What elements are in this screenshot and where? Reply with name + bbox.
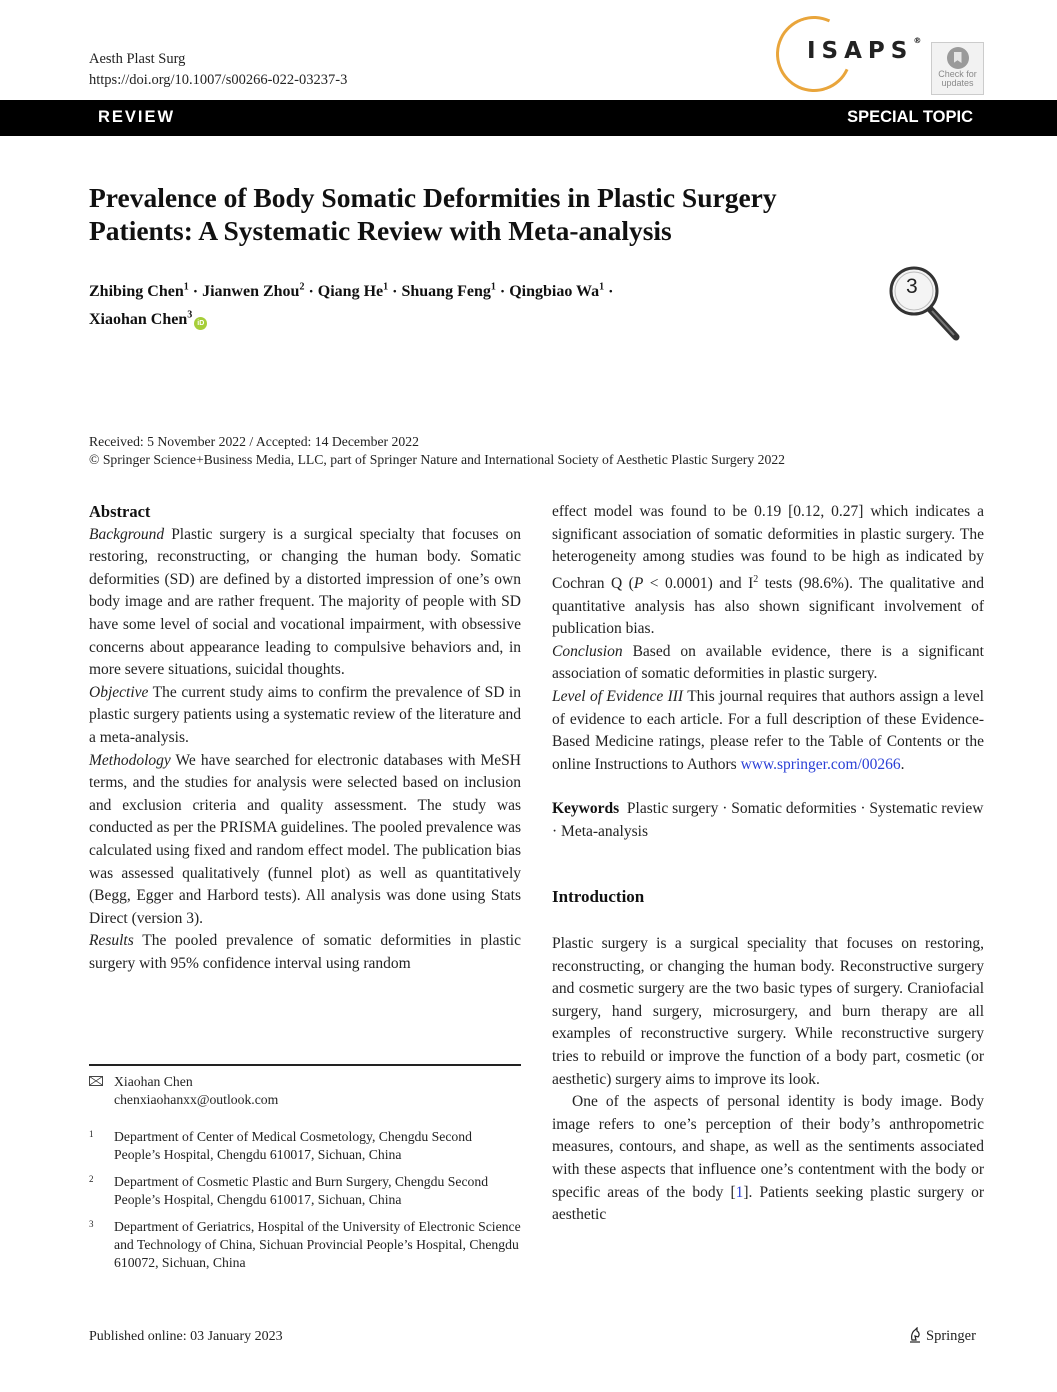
introduction-heading: Introduction <box>552 887 645 907</box>
abstract-objective: Objective The current study aims to confirm the prevalence of SD in plastic surgery patients using a systematic review of the literature and a meta-analysis. <box>89 683 521 746</box>
article-title: Prevalence of Body Somatic Deformities in Plastic Surgery Patients: A Systematic Review with Meta-analysis <box>89 182 777 246</box>
author[interactable]: Qiang He$^1$ <box>317 282 389 301</box>
reference-link[interactable]: 1 <box>735 1183 744 1201</box>
special-topic-label: SPECIAL TOPIC <box>847 108 973 126</box>
level-of-evidence: Level of Evidence III This journal requires that authors assign a level of evidence to each article. For a full description of these Evidence-Based Medicine ratings, please refer to the Table of Contents or the online Instructions to Authors www.springer.com/00266. <box>552 687 984 773</box>
abstract-conclusion: Conclusion Based on available evidence, there is a significant association of somatic deformities in plastic surgery. <box>552 642 984 683</box>
intro-paragraph: Plastic surgery is a surgical speciality that focuses on restoring, reconstructing, or changing the human body. Reconstructive surgery and cosmetic surgery are the two basic types of surgery. Craniofacial surgery, hand surgery, microsurgery, and burn therapy are all examples of reconstructive surgery. While reconstructive surgery tries to rebuild or improve the function of a body part, cosmetic (or aesthetic) surgery aims to improve its look. <box>552 935 984 1088</box>
citation-count-badge[interactable] <box>884 263 968 347</box>
journal-info <box>89 49 347 91</box>
isaps-logo: ISAPS® <box>776 16 906 98</box>
springer-logo <box>908 1327 976 1345</box>
article-type-band <box>0 100 1057 136</box>
springer-instructions-link[interactable]: www.springer.com/00266 <box>740 755 901 773</box>
affiliation-item: 1 Department of Center of Medical Cosmetology, Chengdu Second People’s Hospital, Chengdu 610017, Sichuan, China <box>89 1129 472 1162</box>
article-type-label: REVIEW <box>98 108 176 126</box>
keyword-list: Plastic surgery · Somatic deformities · Systematic review · Meta-analysis <box>552 800 984 840</box>
orcid-icon[interactable]: iD <box>194 317 207 330</box>
abstract-background: Background Plastic surgery is a surgical specialty that focuses on restoring, reconstructing, or changing the human body. Somatic deformities (SD) are defined by a distorted impression of one’s own body image and are rather frequent. The majority of people with SD have some level of social and vocational impairment, with obsessive concerns about appearance leading to compulsive behaviors and, in more severe situations, suicidal thoughts. <box>89 525 522 679</box>
publication-dates <box>89 433 989 469</box>
corresponding-email[interactable]: chenxiaohanxx@outlook.com <box>114 1092 279 1107</box>
doi-link[interactable]: https://doi.org/10.1007/s00266-022-03237-3 <box>89 72 348 88</box>
author[interactable]: Jianwen Zhou$^2$ <box>202 282 305 301</box>
magnifier-icon <box>884 263 968 347</box>
author[interactable]: Zhibing Chen$^1$ <box>89 282 189 301</box>
intro-paragraph: One of the aspects of personal identity is body image. Body image refers to one’s perception of their body’s anthropometric measures, contours, and shape, as well as the sentiments associated with these aspects that influence one’s contentment with the body or specific areas of the body [1]. Patients seeking plastic surgery or aesthetic <box>552 1093 984 1224</box>
footnote-divider <box>89 1064 521 1066</box>
author[interactable]: Qingbiao Wa$^1$ <box>509 282 605 301</box>
abstract-results-start: Results The pooled prevalence of somatic deformities in plastic surgery with 95% confidence interval using random <box>89 932 521 972</box>
corresponding-name: Xiaohan Chen <box>114 1074 193 1089</box>
publisher-name: Springer <box>926 1328 976 1344</box>
right-column <box>552 501 984 1227</box>
author[interactable]: Shuang Feng$^1$ <box>401 282 496 301</box>
received-accepted: Received: 5 November 2022 / Accepted: 14 December 2022 <box>89 434 419 449</box>
published-online: Published online: 03 January 2023 <box>89 1329 283 1344</box>
author[interactable]: Xiaohan Chen$^3$ <box>89 309 193 328</box>
author-list: Zhibing Chen$^1$ · Jianwen Zhou$^2$ · Qiang $He^1$ · Shuang Feng$^1$ · Qingbiao $Wa^1$ · Xiaohan Chen$^3$iD <box>89 282 614 328</box>
affiliation-item: 2 Department of Cosmetic Plastic and Burn Surgery, Chengdu Second People’s Hospital, Chengdu 610017, Sichuan, China <box>89 1174 489 1207</box>
citation-count: 3 <box>906 275 918 298</box>
abstract-results-cont: effect model was found to be 0.19 [0.12, 0.27] which indicates a significant association of somatic deformities in plastic surgery. The heterogeneity among studies was found to be high as indicated by Cochran Q (P < 0.0001) and $I^2$ tests (98.6%). The qualitative and quantitative analysis has also shown significant involvement of publication bias. <box>552 503 984 638</box>
corresponding-author <box>89 1073 521 1109</box>
isaps-logo-text: ISAPS <box>807 38 914 64</box>
copyright: © Springer Science+Business Media, LLC, part of Springer Nature and International Society of Aesthetic Plastic Surgery 2022 <box>89 452 786 467</box>
affiliations <box>89 1128 521 1281</box>
abstract-heading: Abstract <box>89 502 151 521</box>
envelope-icon <box>89 1076 103 1086</box>
journal-name: Aesth Plast Surg <box>89 51 186 67</box>
abstract-methodology: Methodology We have searched for electronic databases with MeSH terms, and the studies for analysis were selected based on inclusion and exclusion criteria and quality assessment. The study was conducted as per the PRISMA guidelines. The pooled prevalence was calculated using fixed and random effect model. The publication bias was assessed qualitatively (funnel plot) as well as quantitatively (Begg, Egger and Harbord tests). All analysis was done using Stats Direct (version 3). <box>89 751 521 927</box>
crossmark-icon <box>947 47 969 69</box>
keywords: Keywords Plastic surgery · Somatic deformities · Systematic review · Meta-analysis <box>552 800 984 840</box>
springer-horse-icon <box>908 1327 922 1343</box>
affiliation-item: 3 Department of Geriatrics, Hospital of the University of Electronic Science and Technology of China, Sichuan Provincial People’s Hospital, Chengdu 610072, Sichuan, China <box>89 1219 521 1270</box>
abstract-left-column <box>89 501 521 975</box>
check-for-updates-button[interactable]: Check for updates <box>931 42 984 95</box>
